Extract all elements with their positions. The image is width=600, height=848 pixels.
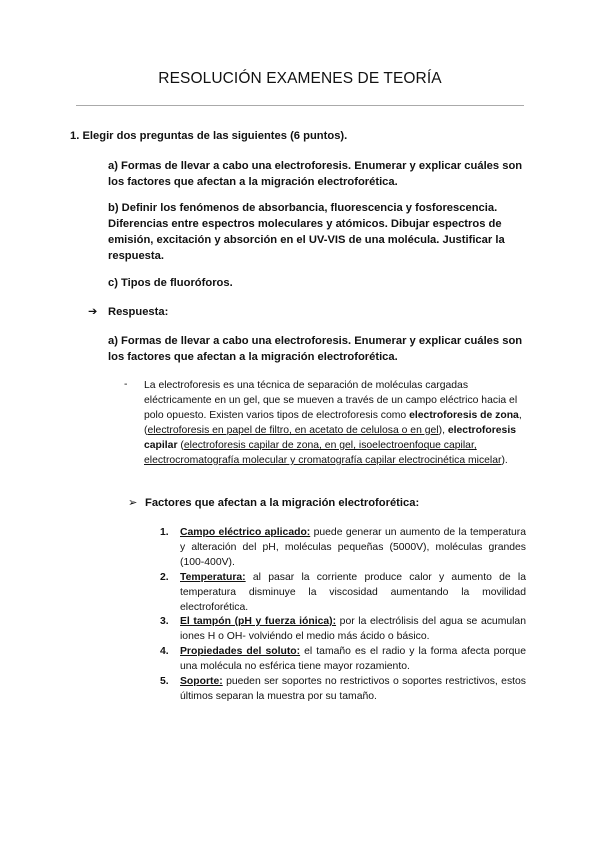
intro-paragraph bbox=[144, 378, 524, 468]
question-heading: 1. Elegir dos preguntas de las siguientes (6 puntos). bbox=[70, 130, 348, 142]
list-number: 1. bbox=[160, 527, 169, 538]
factors-heading bbox=[128, 495, 419, 511]
answer-label bbox=[88, 304, 168, 320]
page-title: RESOLUCIÓN EXAMENES DE TEORÍA bbox=[158, 70, 442, 87]
title-divider bbox=[76, 105, 524, 106]
option-c: c) Tipos de fluoróforos. bbox=[108, 277, 233, 289]
list-text: por la electrólisis del agua se acumulan iones H o OH- volviéndo el medio más ácido o básico. bbox=[180, 616, 526, 642]
list-label: Propiedades del soluto: bbox=[180, 646, 301, 657]
zona-term: electroforesis de zona bbox=[409, 410, 519, 421]
capilar-term: electroforesis capilar bbox=[144, 425, 516, 451]
factors-title: Factores que afectan a la migración electroforética: bbox=[145, 497, 420, 509]
intro-text: La electroforesis es una técnica de separación de moléculas cargadas eléctricamente en un gel, que se mueven a través de un campo eléctrico hacia el polo opuesto. Existen varios tipos de electroforesis como bbox=[144, 380, 518, 421]
bullet-dash: - bbox=[124, 379, 128, 390]
list-number: 3. bbox=[160, 616, 169, 627]
list-number: 5. bbox=[160, 676, 169, 687]
zona-detail: electroforesis en papel de filtro, en acetato de celulosa o en gel bbox=[147, 425, 439, 436]
answer-label-text: Respuesta: bbox=[108, 306, 169, 318]
capilar-open: ( bbox=[177, 440, 184, 451]
list-label: El tampón (pH y fuerza iónica): bbox=[180, 616, 337, 627]
option-b: b) Definir los fenómenos de absorbancia, fluorescencia y fosforescencia. Diferencias entre espectros moleculares y atómicos. Dibujar espectros de emisión, excitación y absorción en el UV-VIS de una molécula. Justificar la respuesta. bbox=[108, 202, 505, 262]
list-text: puede generar un aumento de la temperatura y alteración del pH, moléculas pequeñas (5000V), moléculas grandes (100-400V). bbox=[180, 527, 526, 568]
list-label: Soporte: bbox=[180, 676, 223, 687]
list-number: 2. bbox=[160, 572, 169, 583]
list-text: al pasar la corriente produce calor y aumento de la temperatura disminuye la viscosidad aumentando la movilidad electroforética. bbox=[180, 572, 526, 613]
list-text: el tamaño es el radio y la forma afecta porque una molécula no esférica tiene mayor rozamiento. bbox=[180, 646, 526, 672]
capilar-detail: electroforesis capilar de zona, en gel, isoelectroenfoque capilar, electrocromatografía molecular y cromatografía capilar electrocinética micelar bbox=[144, 440, 502, 466]
list-number: 4. bbox=[160, 646, 169, 657]
zona-sep: , ( bbox=[144, 410, 522, 436]
answer-question: a) Formas de llevar a cabo una electroforesis. Enumerar y explicar cuáles son los factores que afectan a la migración electroforética. bbox=[108, 335, 523, 363]
list-text: pueden ser soportes no restrictivos o soportes restrictivos, estos últimos separan la muestra por su tamaño. bbox=[180, 676, 526, 702]
list-label: Temperatura: bbox=[180, 572, 246, 583]
arrow-right-icon: ➔ bbox=[88, 306, 98, 318]
option-a: a) Formas de llevar a cabo una electroforesis. Enumerar y explicar cuáles son los factores que afectan a la migración electroforética. bbox=[108, 160, 523, 188]
arrowhead-bullet-icon: ➢ bbox=[128, 497, 138, 509]
list-label: Campo eléctrico aplicado: bbox=[180, 527, 311, 538]
capilar-close: ). bbox=[501, 455, 508, 466]
capilar-sep: ), bbox=[438, 425, 448, 436]
